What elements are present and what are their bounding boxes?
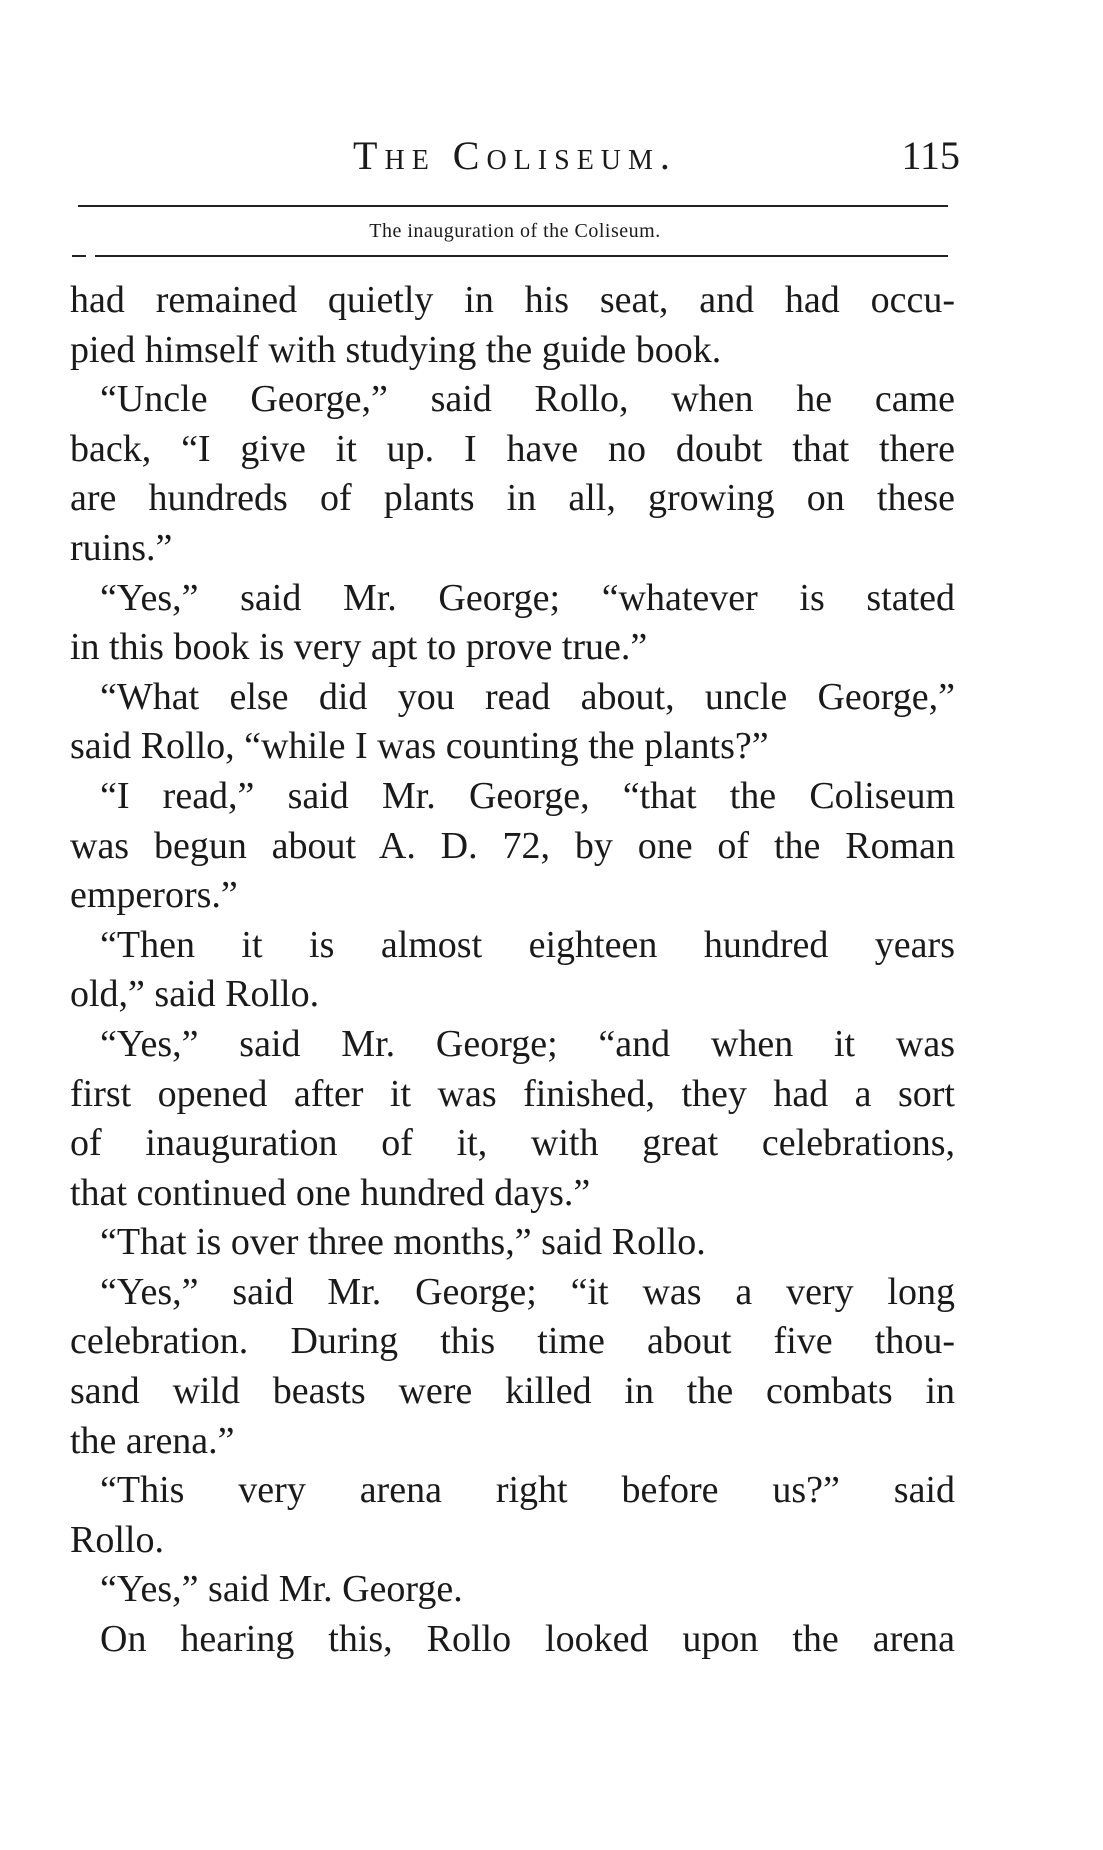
text-line: celebration. During this time about five thou-	[70, 1320, 955, 1363]
body-text	[70, 276, 955, 1665]
text-line: ruins.”	[70, 526, 173, 569]
section-subheading: The inauguration of the Coliseum.	[369, 220, 661, 242]
text-line: of inauguration of it, with great celebrations,	[70, 1122, 955, 1165]
text-line: “What else did you read about, uncle George,”	[100, 675, 955, 718]
text-line: old,” said Rollo.	[70, 973, 320, 1016]
text-line: Rollo.	[70, 1518, 164, 1561]
text-line: that continued one hundred days.”	[70, 1171, 591, 1214]
text-line: “I read,” said Mr. George, “that the Coliseum	[100, 774, 955, 817]
text-line: first opened after it was finished, they had a sort	[70, 1072, 955, 1115]
text-line: “Then it is almost eighteen hundred years	[100, 923, 955, 966]
text-line: “Yes,” said Mr. George; “and when it was	[100, 1022, 955, 1065]
text-line: in this book is very apt to prove true.”	[70, 626, 648, 669]
running-title: The Coliseum.	[353, 133, 677, 178]
text-line: “That is over three months,” said Rollo.	[100, 1221, 706, 1264]
text-line: said Rollo, “while I was counting the plants?”	[70, 725, 769, 768]
header-rule-top	[78, 205, 948, 207]
text-line: was begun about A. D. 72, by one of the Roman	[70, 824, 955, 867]
text-line: had remained quietly in his seat, and had occu-	[70, 279, 955, 321]
text-line: pied himself with studying the guide book.	[70, 328, 722, 371]
running-head	[70, 128, 960, 184]
text-line: sand wild beasts were killed in the combats in	[70, 1370, 955, 1413]
text-line: “Uncle George,” said Rollo, when he came	[100, 378, 955, 421]
header-rule-bottom	[95, 255, 948, 257]
header-rule-dash	[72, 255, 86, 257]
text-line: “Yes,” said Mr. George; “whatever is stated	[100, 576, 955, 619]
text-line: the arena.”	[70, 1419, 235, 1462]
text-line: emperors.”	[70, 874, 238, 917]
text-line: are hundreds of plants in all, growing on these	[70, 477, 955, 520]
text-line: On hearing this, Rollo looked upon the arena	[100, 1618, 955, 1661]
text-line: “Yes,” said Mr. George.	[100, 1568, 463, 1611]
text-line: back, “I give it up. I have no doubt that there	[70, 427, 955, 470]
text-line: “Yes,” said Mr. George; “it was a very long	[100, 1270, 955, 1313]
text-line: “This very arena right before us?” said	[100, 1469, 955, 1512]
page-number: 115	[901, 133, 960, 178]
